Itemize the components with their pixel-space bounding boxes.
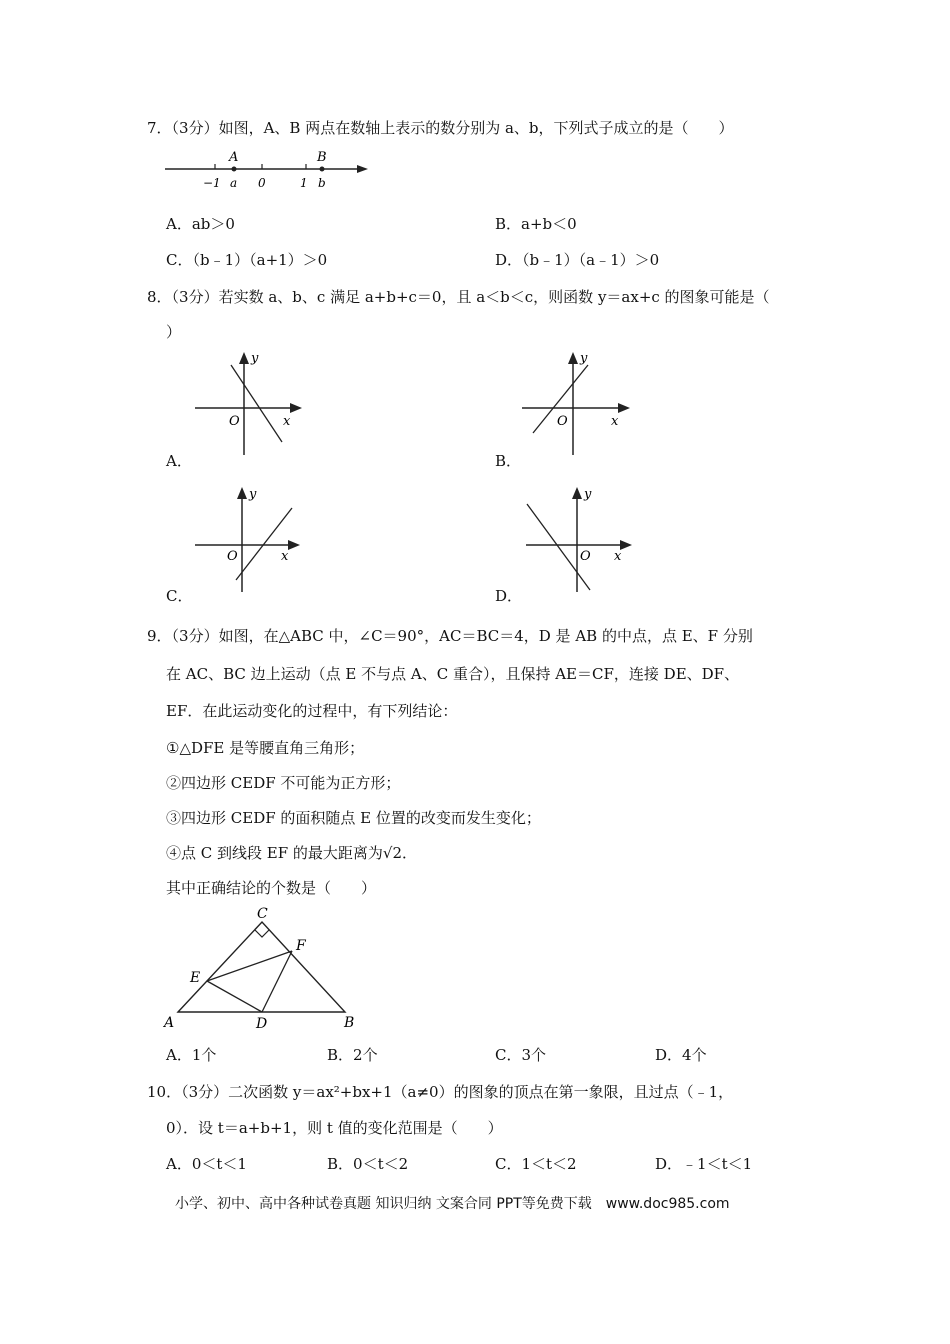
nl-label-a: a: [230, 176, 238, 190]
q8-option-b: B．: [495, 452, 522, 470]
q7-option-d: D．（b﹣1）（a﹣1）＞0: [495, 251, 660, 269]
q9-stem-line2: 在 AC、BC 边上运动（点 E 不与点 A、C 重合），且保持 AE＝CF，连接 DE、DF、: [166, 665, 740, 683]
graph-d-y-label: y: [584, 487, 592, 502]
q9-stem-line3: EF．在此运动变化的过程中，有下列结论：: [166, 702, 458, 720]
fig-label-D: D: [256, 1016, 268, 1032]
q10-stem-line2: 0）．设 t＝a+b+1，则 t 值的变化范围是（ ）: [166, 1119, 503, 1137]
fig-label-C: C: [257, 906, 268, 922]
graph-d-x-label: x: [614, 549, 622, 564]
q8-stem-line2: ）: [166, 323, 182, 341]
q7-option-b: B．a+b＜0: [495, 215, 577, 233]
graph-d-o-label: O: [580, 549, 591, 564]
graph-c-x-label: x: [281, 549, 289, 564]
q9-conclusion-3: ③四边形 CEDF 的面积随点 E 位置的改变而发生变化；: [166, 809, 541, 827]
nl-label-b: b: [318, 176, 326, 190]
q9-option-d: D．4个: [655, 1046, 707, 1064]
fig-label-F: F: [296, 938, 306, 954]
q10-option-a: A．0＜t＜1: [166, 1155, 247, 1173]
fig-label-B: B: [344, 1015, 355, 1031]
fig-label-E: E: [190, 970, 201, 986]
q7-option-a: A．ab＞0: [166, 215, 235, 233]
fig-label-A: A: [164, 1015, 175, 1031]
nl-tick-1: 1: [300, 176, 308, 190]
graph-a-y-label: y: [251, 351, 259, 366]
q7-stem: 7．（3分）如图，A、B 两点在数轴上表示的数分别为 a、b，下列式子成立的是（ ）: [147, 119, 734, 137]
q9-stem-line1: 9．（3分）如图，在△ABC 中，∠C＝90°，AC＝BC＝4，D 是 AB 的中点，点 E、F 分别: [147, 627, 753, 645]
q9-question: 其中正确结论的个数是（ ）: [166, 879, 377, 897]
q9-conclusion-1: ①△DFE 是等腰直角三角形；: [166, 739, 365, 757]
q9-option-b: B．2个: [327, 1046, 378, 1064]
q9-conclusion-4: ④点 C 到线段 EF 的最大距离为√2．: [166, 844, 418, 862]
graph-b-o-label: O: [557, 414, 568, 429]
graph-a-x-label: x: [283, 414, 291, 429]
graph-b-y-label: y: [580, 351, 588, 366]
graph-b-x-label: x: [611, 414, 619, 429]
q8-option-c: C．: [166, 587, 193, 605]
page-footer: 小学、初中、高中各种试卷真题 知识归纳 文案合同 PPT等免费下载 www.doc985.com: [175, 1196, 730, 1212]
graph-c-o-label: O: [227, 549, 238, 564]
q10-stem-line1: 10．（3分）二次函数 y＝ax²+bx+1（a≠0）的图象的顶点在第一象限，且过点（﹣1，: [147, 1083, 734, 1101]
q9-option-c: C．3个: [495, 1046, 547, 1064]
q7-option-c: C．（b﹣1）（a+1）＞0: [166, 251, 328, 269]
nl-label-B: B: [317, 150, 327, 165]
q8-stem-line1: 8．（3分）若实数 a、b、c 满足 a+b+c＝0，且 a＜b＜c，则函数 y＝ax+c 的图象可能是（: [147, 288, 770, 306]
q8-option-d: D．: [495, 587, 523, 605]
q9-conclusion-2: ②四边形 CEDF 不可能为正方形；: [166, 774, 401, 792]
nl-label-A: A: [229, 150, 239, 165]
q10-option-d: D．﹣1＜t＜1: [655, 1155, 753, 1173]
q8-option-a: A．: [166, 452, 192, 470]
q10-option-c: C．1＜t＜2: [495, 1155, 577, 1173]
graph-c-y-label: y: [249, 487, 257, 502]
nl-tick-0: 0: [258, 176, 266, 190]
nl-tick-m1: −1: [203, 176, 221, 190]
graph-a-o-label: O: [229, 414, 240, 429]
q10-option-b: B．0＜t＜2: [327, 1155, 409, 1173]
q9-option-a: A．1个: [166, 1046, 217, 1064]
